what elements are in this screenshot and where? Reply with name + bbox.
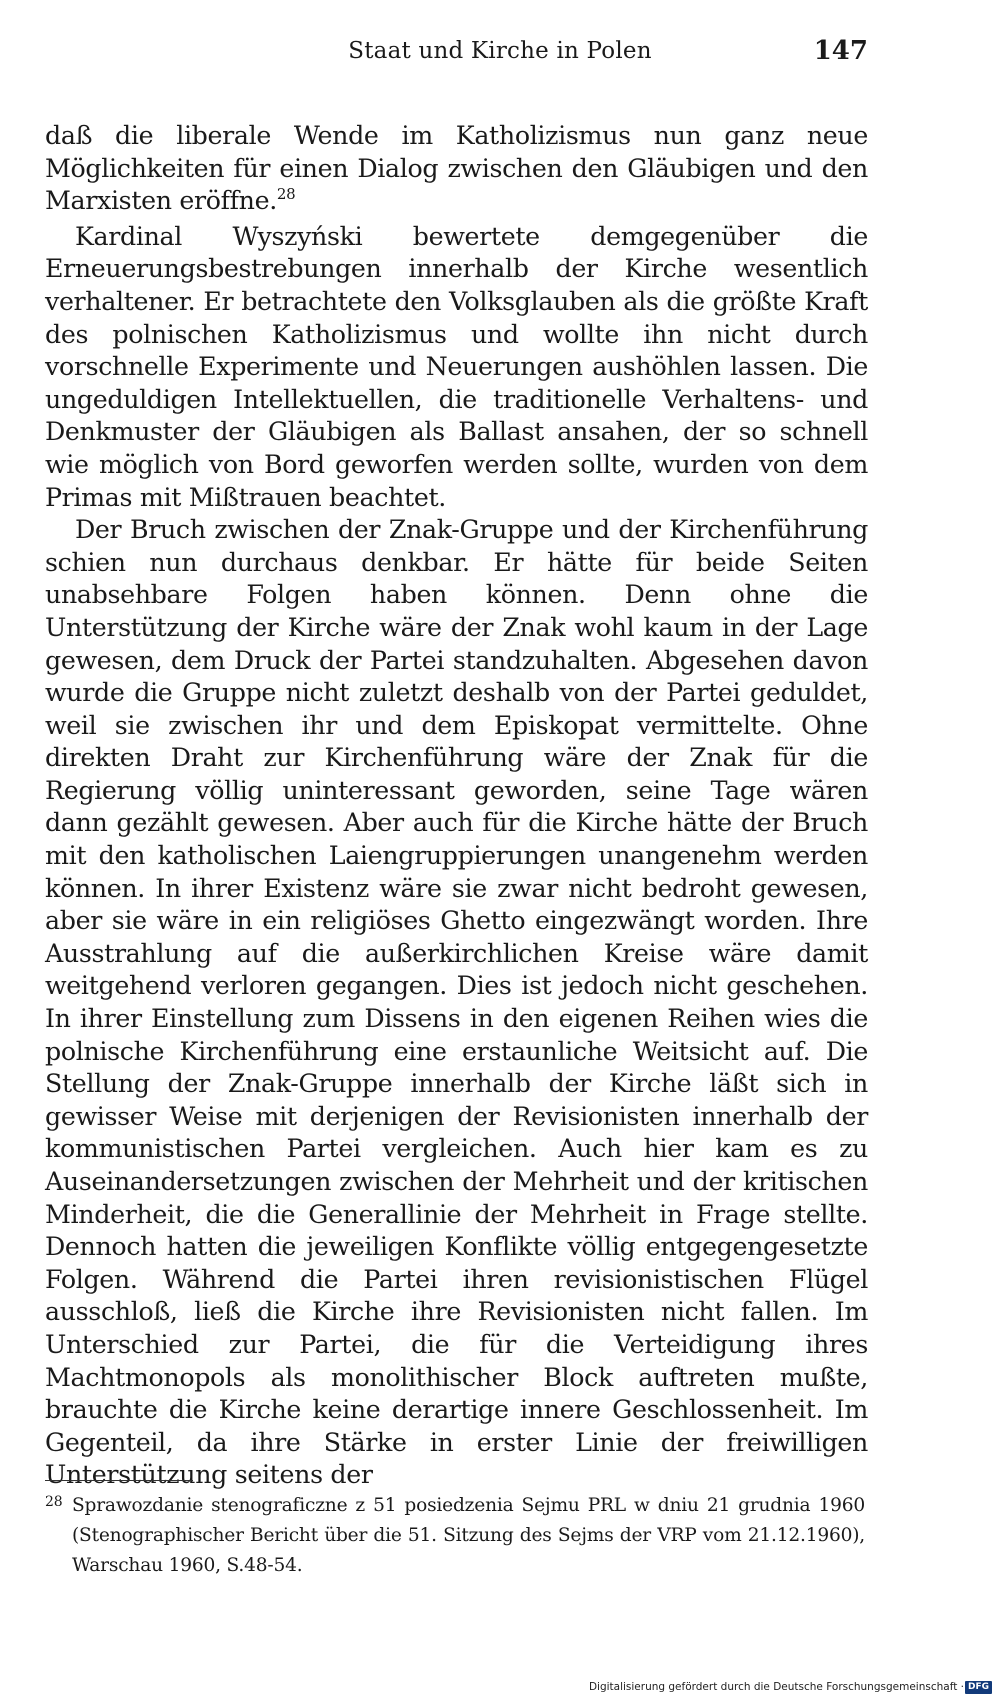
footnote [45, 1491, 865, 1581]
digitization-credit: Digitalisierung gefördert durch die Deutsche Forschungsgemeinschaft · [588, 1681, 964, 1693]
running-title: Staat und Kirche in Polen [348, 38, 652, 64]
paragraph: Der Bruch zwischen der Znak-Gruppe und der Kirchenführung schien nun durchaus denkbar. Er hätte für beide Seiten unabsehbare Folgen haben können. Denn ohne die Unterstützung der Kirche wäre der Znak wohl kaum in der Lage gewesen, dem Druck der Partei standzuhalten. Abgesehen davon wurde die Gruppe nicht zuletzt deshalb von der Partei geduldet, weil sie zwischen ihr und dem Episkopat vermittelte. Ohne direkten Draht zur Kirchenführung wäre der Znak für die Regierung völlig uninteressant geworden, seine Tage wären dann gezählt gewesen. Aber auch für die Kirche hätte der Bruch mit den katholischen Laiengruppierungen unangenehm werden können. In ihrer Existenz wäre sie zwar nicht bedroht gewesen, aber sie wäre in ein religiöses Ghetto eingezwängt worden. Ihre Ausstrahlung auf die außerkirchlichen Kreise wäre damit weitgehend verloren gegangen. Dies ist jedoch nicht geschehen. In ihrer Einstellung zum Dissens in den eigenen Reihen wies die polnische Kirchenführung eine erstaunliche Weitsicht auf. Die Stellung der Znak-Gruppe innerhalb der Kirche läßt sich in gewisser Weise mit derjenigen der Revisionisten innerhalb der kommunistischen Partei vergleichen. Auch hier kam es zu Auseinandersetzungen zwischen der Mehrheit und der kritischen Minderheit, die die Generallinie der Mehrheit in Frage stellte. Dennoch hatten die jeweiligen Konflikte völlig entgegengesetzte Folgen. Während die Partei ihren revisionistischen Flügel ausschloß, ließ die Kirche ihre Revisionisten nicht fallen. Im Unterschied zur Partei, die für die Verteidigung ihres Machtmonopols als monolithischer Block auftreten mußte, brauchte die Kirche keine derartige innere Geschlossenheit. Im Gegenteil, da ihre Stärke in erster Linie der freiwilligen Unterstützung seitens der [45, 515, 868, 1490]
body-text [45, 120, 868, 1492]
footnote-marker: 28 [45, 1494, 63, 1510]
footnote-separator [45, 1480, 193, 1481]
footnote-reference: 28 [276, 185, 296, 204]
paragraph [45, 120, 868, 221]
footnote-text: Sprawozdanie stenograficzne z 51 posiedzenia Sejmu PRL w dniu 21 grudnia 1960 (Stenographischer Bericht über die 51. Sitzung des Sejms der VRP vom 21.12.1960), Warschau 1960, S.48-54. [72, 1495, 865, 1576]
paragraph: Kardinal Wyszyński bewertete demgegenüber die Erneuerungsbestrebungen innerhalb der Kirche wesentlich verhaltener. Er betrachtete den Volksglauben als die größte Kraft des polnischen Katholizismus und wollte ihn nicht durch vorschnelle Experimente und Neuerungen aushöhlen lassen. Die ungeduldigen Intellektuellen, die traditionelle Verhaltens- und Denkmuster der Gläubigen als Ballast ansahen, der so schnell wie möglich von Bord geworfen werden sollte, wurden von dem Primas mit Mißtrauen beachtet. [45, 221, 868, 512]
dfg-logo: DFG [965, 1681, 992, 1694]
paragraph-text: daß die liberale Wende im Katholizismus nun ganz neue Möglichkeiten für einen Dialog zwischen den Gläubigen und den Marxisten eröffne. [45, 121, 868, 216]
page-number: 147 [813, 36, 868, 66]
